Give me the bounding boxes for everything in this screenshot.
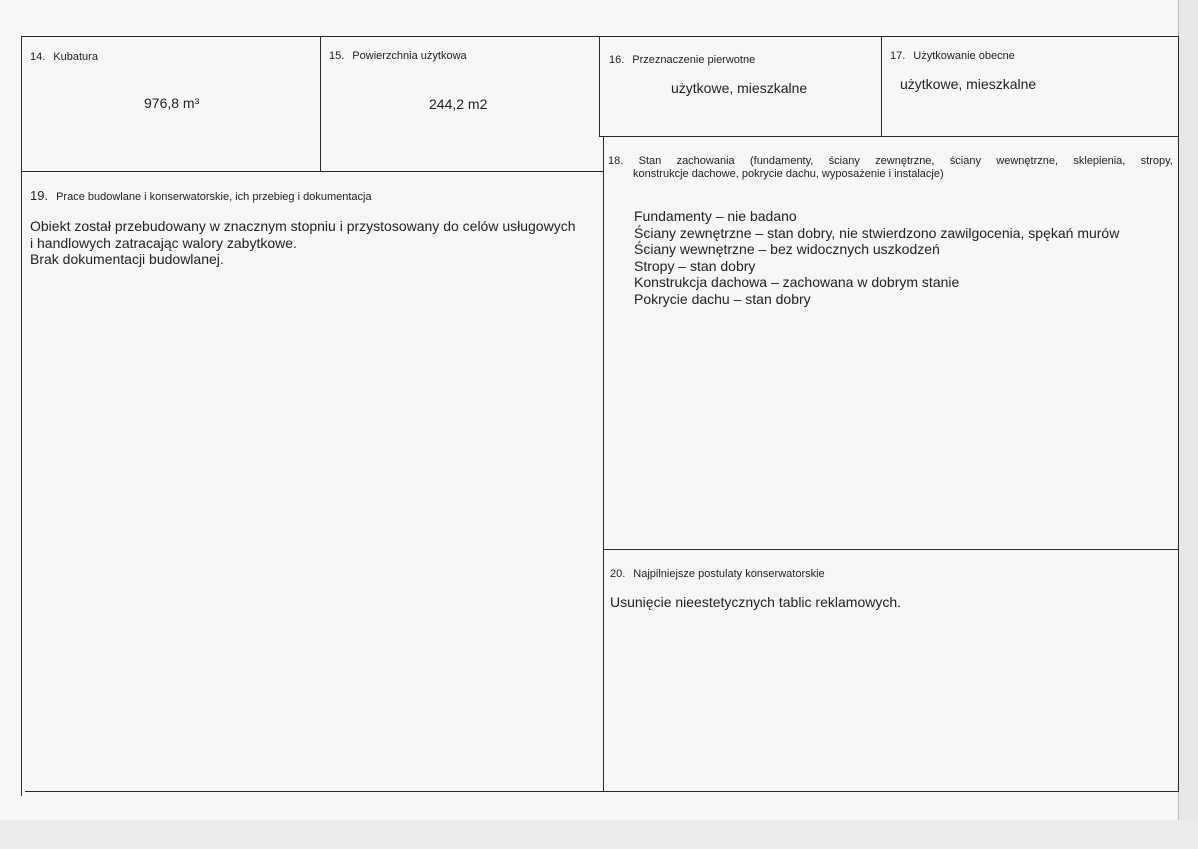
table-right-border	[1178, 36, 1179, 791]
field-18-label-word: wewnętrzne,	[996, 155, 1059, 167]
field-17-number: 17.	[890, 50, 906, 62]
divider-row-14-19	[21, 171, 603, 172]
field-19-line: Obiekt został przebudowany w znacznym stopniu i przystosowany do celów usługowych	[30, 218, 576, 234]
field-18-label-word: zachowania	[676, 155, 735, 167]
field-16-label-text: Przeznaczenie pierwotne	[632, 54, 756, 66]
field-18-label-word: ściany	[949, 155, 981, 167]
field-20-value: Usunięcie nieestetycznych tablic reklamowych.	[610, 594, 902, 610]
field-18-label-word: (fundamenty,	[749, 155, 814, 167]
field-18-label-word: stropy,	[1140, 155, 1173, 167]
field-15-value: 244,2 m2	[429, 96, 488, 112]
divider-left-right	[599, 36, 600, 136]
field-18-number: 18.	[608, 155, 624, 167]
field-18-label-word: sklepienia,	[1073, 155, 1126, 167]
field-19-label	[30, 188, 372, 203]
table-top-border	[21, 36, 1179, 37]
divider-left-right-lower	[603, 136, 604, 791]
divider-row-16-18	[599, 136, 1179, 137]
table-left-border	[21, 36, 22, 796]
field-20-number: 20.	[610, 568, 626, 580]
divider-row-18-20	[603, 549, 1179, 550]
field-19-line: Brak dokumentacji budowlanej.	[30, 251, 224, 267]
field-18-line: Ściany zewnętrzne – stan dobry, nie stwierdzono zawilgocenia, spękań murów	[634, 224, 1120, 241]
field-19-content	[30, 218, 576, 268]
field-17-label	[890, 50, 1015, 62]
field-16-label	[609, 54, 755, 66]
scan-page-edge	[1178, 0, 1198, 849]
field-20-label-text: Najpilniejsze postulaty konserwatorskie	[633, 568, 825, 580]
field-18-line: Fundamenty – nie badano	[634, 208, 797, 224]
field-18-label-line2: konstrukcje dachowe, pokrycie dachu, wyposażenie i instalacje)	[633, 168, 944, 180]
field-16-value: użytkowe, mieszkalne	[671, 80, 808, 96]
field-19-label-text: Prace budowlane i konserwatorskie, ich przebieg i dokumentacja	[56, 191, 372, 203]
scan-bottom-margin	[0, 820, 1198, 849]
field-18-label-word: ściany	[828, 155, 860, 167]
divider-14-15	[320, 36, 321, 171]
field-17-label-text: Użytkowanie obecne	[913, 50, 1015, 62]
field-14-number: 14.	[30, 51, 46, 63]
field-14-label-text: Kubatura	[53, 51, 98, 63]
field-19-number: 19.	[30, 188, 49, 203]
field-18-label-word: zewnętrzne,	[875, 155, 935, 167]
field-14-label	[30, 51, 98, 63]
field-14-value: 976,8 m³	[144, 95, 200, 111]
field-18-line: Konstrukcja dachowa – zachowana w dobrym stanie	[634, 274, 960, 290]
field-18-content	[634, 208, 1119, 307]
field-18-line: Stropy – stan dobry	[634, 257, 756, 274]
field-15-label-text: Powierzchnia użytkowa	[352, 50, 467, 62]
field-16-number: 16.	[609, 54, 625, 66]
field-20-label	[610, 568, 825, 580]
table-bottom-border	[25, 791, 1179, 792]
field-15-label	[329, 50, 467, 62]
field-17-value: użytkowe, mieszkalne	[900, 76, 1037, 92]
divider-16-17	[881, 36, 882, 136]
field-18-line: Pokrycie dachu – stan dobry	[634, 290, 811, 307]
field-18-line: Ściany wewnętrzne – bez widocznych uszkodzeń	[634, 241, 940, 257]
field-15-number: 15.	[329, 50, 345, 62]
field-18-label-word: Stan	[638, 155, 662, 167]
field-18-label	[608, 155, 1173, 181]
field-19-line: i handlowych zatracając walory zabytkowe.	[30, 234, 297, 251]
